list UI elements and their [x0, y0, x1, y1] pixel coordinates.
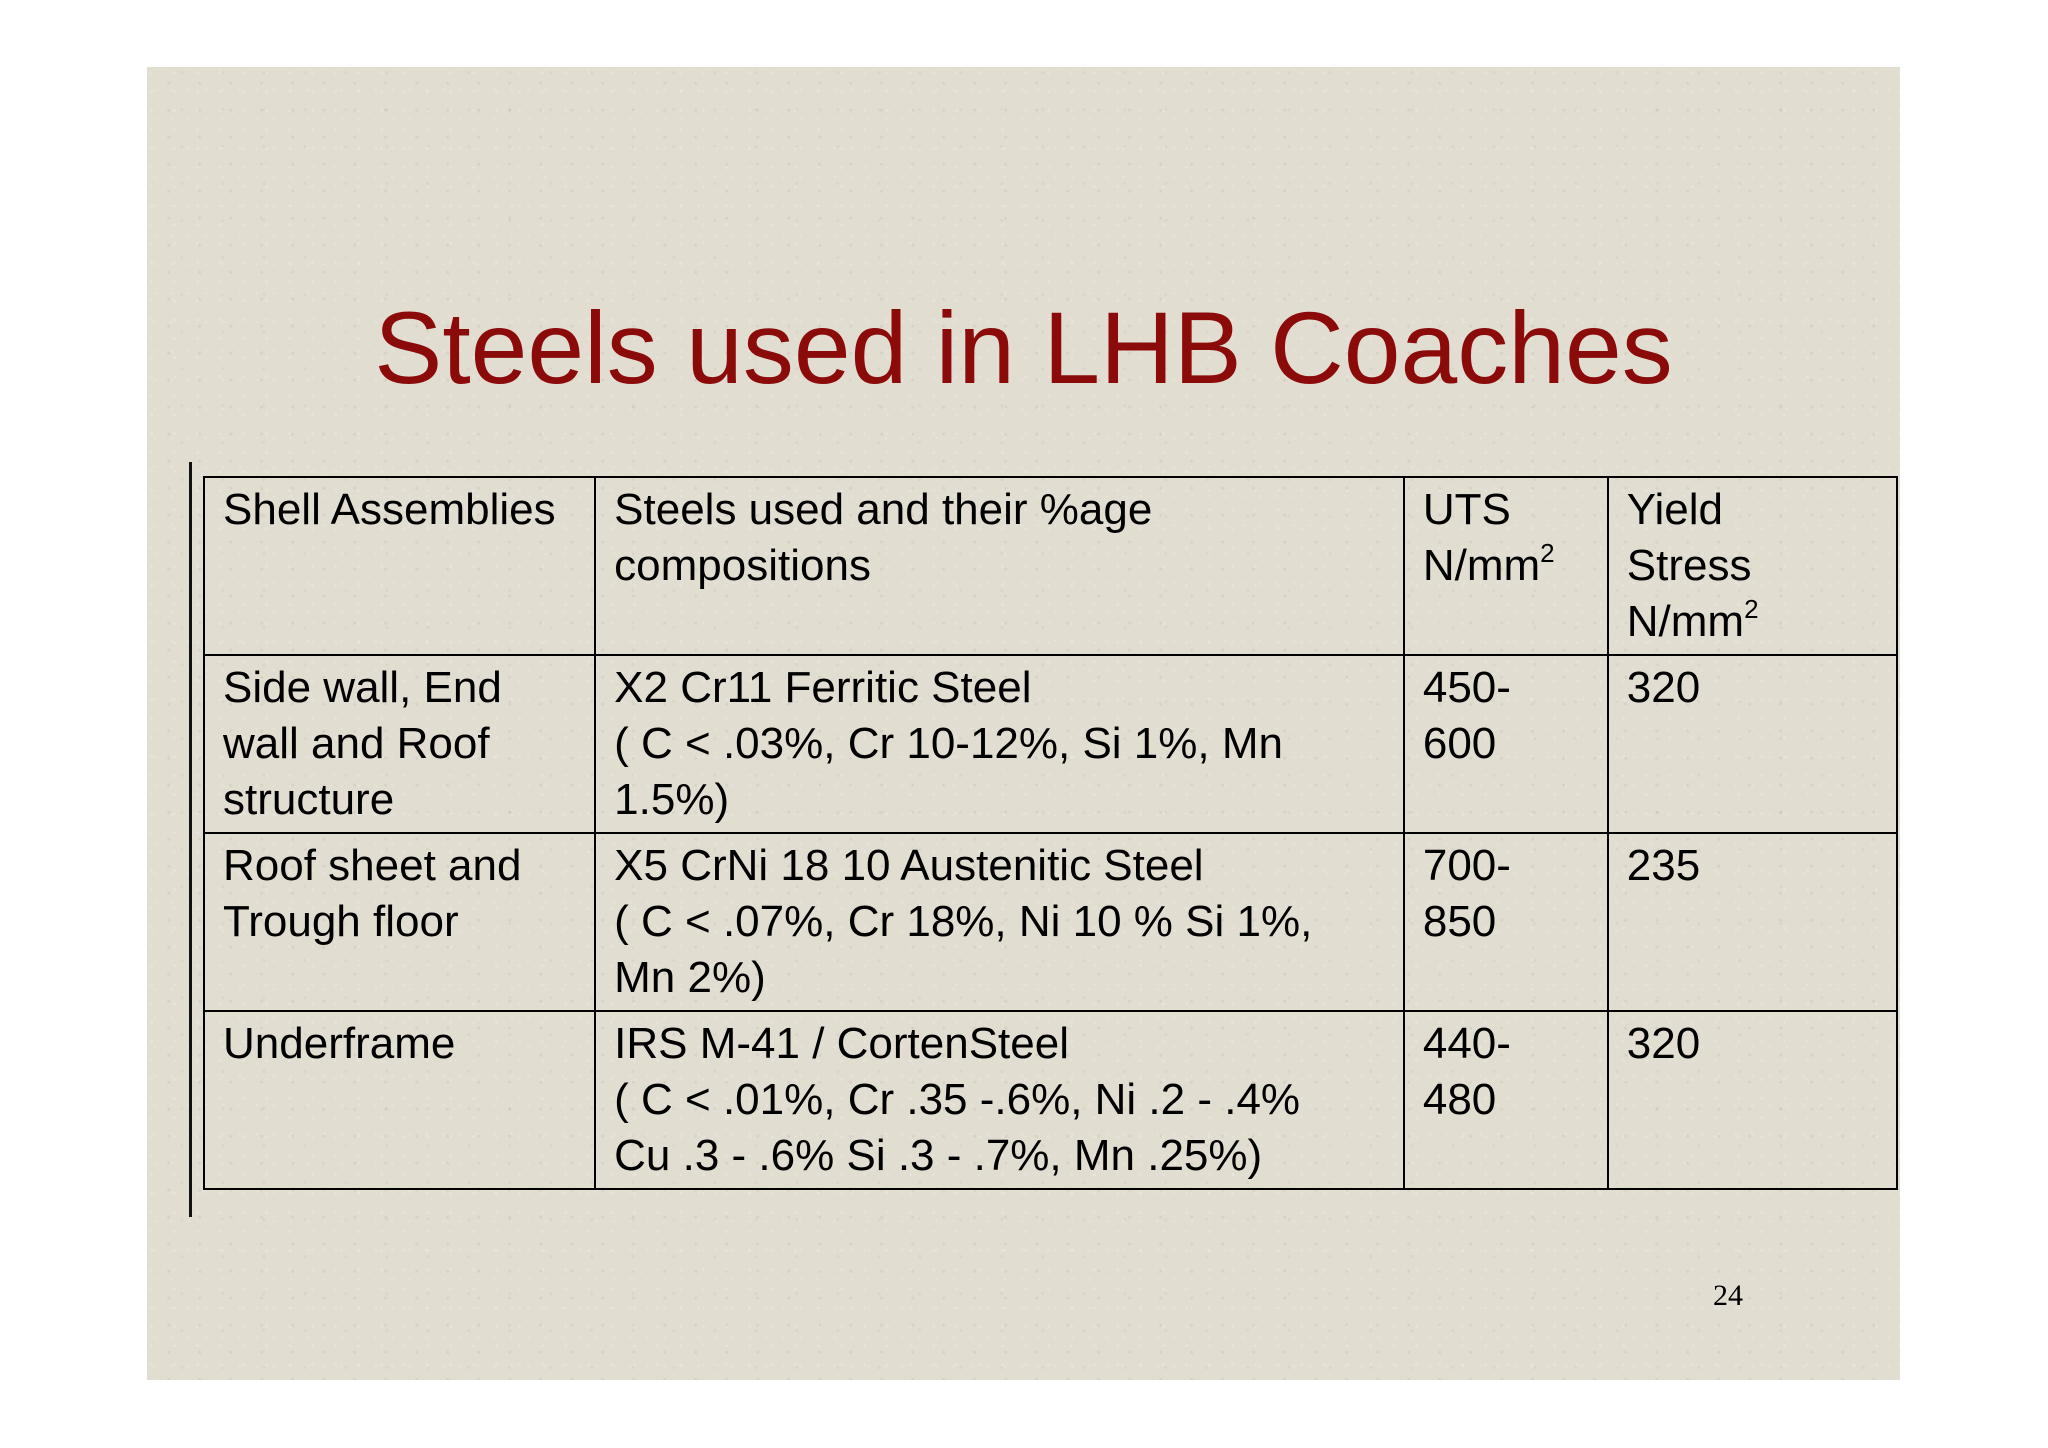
header-shell-assemblies: Shell Assemblies — [204, 477, 595, 655]
header-steels-used: Steels used and their %age compositions — [595, 477, 1404, 655]
cell-uts: 440- 480 — [1404, 1011, 1608, 1189]
slide-title: Steels used in LHB Coaches — [374, 291, 1673, 405]
cell-assembly: Underframe — [204, 1011, 595, 1189]
cell-yield: 235 — [1608, 833, 1897, 1011]
table-row — [204, 1011, 1897, 1189]
steels-table — [203, 476, 1898, 1190]
cell-assembly: Roof sheet and Trough floor — [204, 833, 595, 1011]
table-row — [204, 833, 1897, 1011]
cell-assembly: Side wall, End wall and Roof structure — [204, 655, 595, 833]
cell-yield: 320 — [1608, 1011, 1897, 1189]
slide — [147, 67, 1900, 1380]
cell-yield: 320 — [1608, 655, 1897, 833]
left-accent-bar — [189, 462, 192, 1217]
cell-uts: 700- 850 — [1404, 833, 1608, 1011]
cell-steel: X5 CrNi 18 10 Austenitic Steel ( C < .07%, Cr 18%, Ni 10 % Si 1%, Mn 2%) — [595, 833, 1404, 1011]
cell-uts: 450- 600 — [1404, 655, 1608, 833]
page-number: 24 — [1713, 1279, 1743, 1312]
cell-steel: X2 Cr11 Ferritic Steel ( C < .03%, Cr 10-12%, Si 1%, Mn 1.5%) — [595, 655, 1404, 833]
header-uts: UTS $N/mm^2$ — [1404, 477, 1608, 655]
cell-steel: IRS M-41 / CortenSteel ( C < .01%, Cr .35 -.6%, Ni .2 - .4% Cu .3 - .6% Si .3 - .7%, Mn .25%) — [595, 1011, 1404, 1189]
table-header-row — [204, 477, 1897, 655]
header-yield-stress: Yield Stress $N/mm^2$ — [1608, 477, 1897, 655]
table-row — [204, 655, 1897, 833]
